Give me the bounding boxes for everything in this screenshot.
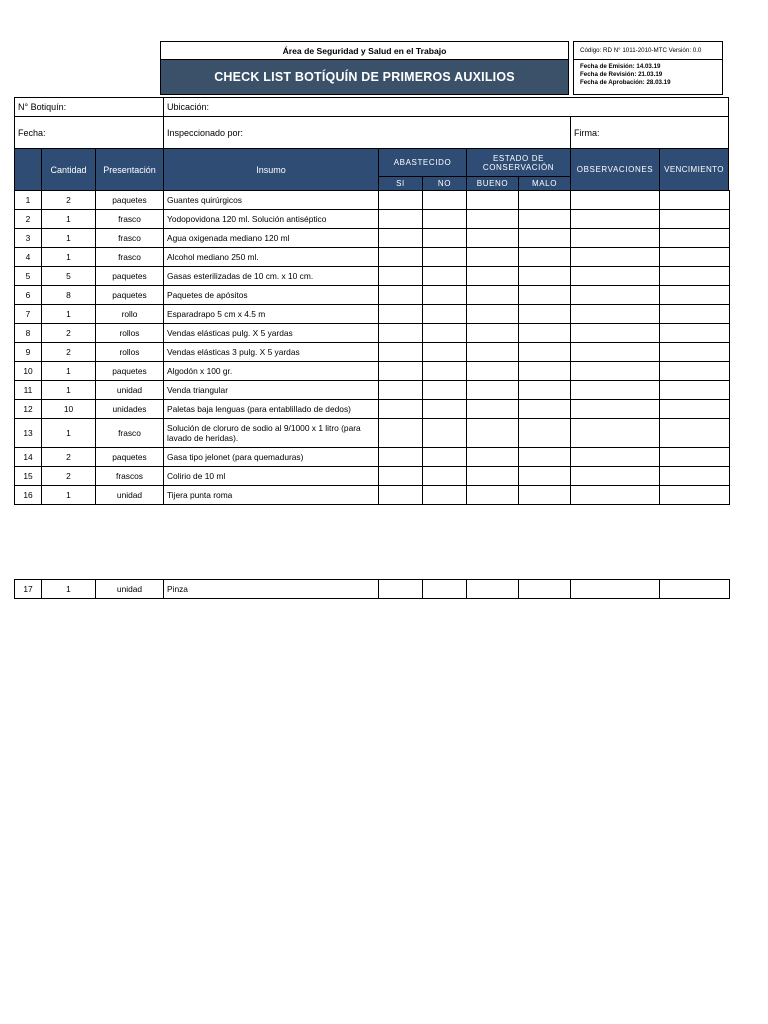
col-abastecido-label: ABASTECIDO [393,158,452,167]
col-insumo-header [163,148,379,191]
row-no-cell[interactable] [423,343,467,362]
row-malo-cell[interactable] [519,248,571,267]
row-number: 9 [15,343,42,362]
table-row [15,267,730,286]
row-cantidad: 2 [42,324,96,343]
row-insumo: Pinza [164,580,379,599]
row-insumo: Alcohol mediano 250 ml. [164,248,379,267]
row-si-cell[interactable] [379,343,423,362]
ubicacion-field[interactable] [163,97,729,117]
row-presentacion: paquetes [96,267,164,286]
row-vencimiento-cell[interactable] [660,191,730,210]
row-no-cell[interactable] [423,267,467,286]
row-cantidad: 1 [42,305,96,324]
row-malo-cell[interactable] [519,343,571,362]
row-observaciones-cell[interactable] [571,381,660,400]
row-vencimiento-cell[interactable] [660,286,730,305]
row-presentacion: frasco [96,210,164,229]
row-cantidad: 1 [42,210,96,229]
row-no-cell[interactable] [423,324,467,343]
row-no-cell[interactable] [423,400,467,419]
table-row [15,210,730,229]
row-si-cell[interactable] [379,324,423,343]
row-cantidad: 1 [42,419,96,448]
row-insumo: Solución de cloruro de sodio al 9/1000 x 1 litro (para lavado de heridas). [164,419,379,448]
row-insumo: Gasas esterilizadas de 10 cm. x 10 cm. [164,267,379,286]
col-malo-label: MALO [531,179,558,188]
row-no-cell[interactable] [423,248,467,267]
row-observaciones-cell[interactable] [571,210,660,229]
row-cantidad: 2 [42,343,96,362]
row-insumo: Yodopovidona 120 ml. Solución antiséptico [164,210,379,229]
row-si-cell[interactable] [379,229,423,248]
row-insumo: Gasa tipo jelonet (para quemaduras) [164,448,379,467]
row-bueno-cell[interactable] [467,400,519,419]
fecha-emision: Fecha de Emisión: 14.03.19 [580,63,661,70]
row-cantidad: 1 [42,248,96,267]
row-vencimiento-cell[interactable] [660,229,730,248]
table-row [15,381,730,400]
row-bueno-cell[interactable] [467,286,519,305]
row-presentacion: unidad [96,580,164,599]
row-malo-cell[interactable] [519,191,571,210]
row-vencimiento-cell[interactable] [660,324,730,343]
row-number: 6 [15,286,42,305]
row-vencimiento-cell[interactable] [660,448,730,467]
row-bueno-cell[interactable] [467,248,519,267]
row-vencimiento-cell[interactable] [660,400,730,419]
botiquin-label: N° Botiquín: [18,102,67,112]
row-si-cell[interactable] [379,191,423,210]
col-bueno-label: BUENO [476,179,509,188]
page-title [160,59,569,95]
row-cantidad: 1 [42,486,96,505]
document-code-text: Código: RD N° 1011-2010-MTC Versión: 0.0 [580,47,702,54]
row-observaciones-cell[interactable] [571,343,660,362]
row-bueno-cell[interactable] [467,362,519,381]
row-malo-cell[interactable] [519,210,571,229]
row-number: 5 [15,267,42,286]
row-presentacion: paquetes [96,448,164,467]
ubicacion-label: Ubicación: [167,102,210,112]
row-number: 7 [15,305,42,324]
fecha-field[interactable] [14,116,164,149]
row-bueno-cell[interactable] [467,448,519,467]
row-presentacion: frasco [96,248,164,267]
row-malo-cell[interactable] [519,324,571,343]
row-number: 2 [15,210,42,229]
row-number: 15 [15,467,42,486]
row-si-cell[interactable] [379,400,423,419]
row-no-cell[interactable] [423,419,467,448]
row-no-cell[interactable] [423,448,467,467]
row-malo-cell[interactable] [519,381,571,400]
row-no-cell[interactable] [423,191,467,210]
row-bueno-cell[interactable] [467,324,519,343]
row-vencimiento-cell[interactable] [660,419,730,448]
items-table [14,190,730,505]
table-row [15,467,730,486]
row-presentacion: rollo [96,305,164,324]
row-no-cell[interactable] [423,362,467,381]
row-presentacion: unidad [96,381,164,400]
row-insumo: Paquetes de apósitos [164,286,379,305]
row-insumo: Esparadrapo 5 cm x 4.5 m [164,305,379,324]
row-presentacion: paquetes [96,286,164,305]
row-observaciones-cell[interactable] [571,305,660,324]
row-observaciones-cell[interactable] [571,191,660,210]
row-number: 14 [15,448,42,467]
row-malo-cell[interactable] [519,486,571,505]
row-cantidad: 2 [42,467,96,486]
row-presentacion: rollos [96,324,164,343]
col-bueno-header [466,176,519,191]
row-no-cell[interactable] [423,286,467,305]
col-no-label: NO [437,179,452,188]
col-observaciones-header [570,148,660,191]
row-malo-cell[interactable] [519,286,571,305]
row-si-cell[interactable] [379,267,423,286]
firma-label: Firma: [574,127,600,138]
row-insumo: Paletas baja lenguas (para entablillado de dedos) [164,400,379,419]
row-insumo: Algodón x 100 gr. [164,362,379,381]
row-presentacion: rollos [96,343,164,362]
col-presentacion-label: Presentación [103,164,156,175]
firma-field[interactable] [570,116,729,149]
row-observaciones-cell[interactable] [571,580,660,599]
row-observaciones-cell[interactable] [571,286,660,305]
table-row [15,419,730,448]
row-number: 8 [15,324,42,343]
row-si-cell[interactable] [379,305,423,324]
row-bueno-cell[interactable] [467,381,519,400]
row-malo-cell[interactable] [519,362,571,381]
row-malo-cell[interactable] [519,305,571,324]
row-insumo: Venda triangular [164,381,379,400]
document-dates [573,59,723,95]
row-vencimiento-cell[interactable] [660,210,730,229]
col-abastecido-header [378,148,467,177]
row-si-cell[interactable] [379,486,423,505]
row-malo-cell[interactable] [519,400,571,419]
row-cantidad: 1 [42,580,96,599]
row-number: 4 [15,248,42,267]
row-insumo: Tijera punta roma [164,486,379,505]
page-title-text: CHECK LIST BOTÍQUÍN DE PRIMEROS AUXILIOS [214,70,515,84]
row-bueno-cell[interactable] [467,267,519,286]
row-si-cell[interactable] [379,381,423,400]
row-observaciones-cell[interactable] [571,267,660,286]
row-presentacion: frasco [96,419,164,448]
row-insumo: Guantes quirúrgicos [164,191,379,210]
row-insumo: Agua oxigenada mediano 120 ml [164,229,379,248]
row-observaciones-cell[interactable] [571,400,660,419]
row-malo-cell[interactable] [519,580,571,599]
row-insumo: Vendas elásticas pulg. X 5 yardas [164,324,379,343]
row-si-cell[interactable] [379,580,423,599]
row-vencimiento-cell[interactable] [660,467,730,486]
col-estado-header [466,148,571,177]
row-vencimiento-cell[interactable] [660,362,730,381]
row-presentacion: paquetes [96,362,164,381]
fecha-revision: Fecha de Revisión: 21.03.19 [580,71,663,78]
row-si-cell[interactable] [379,419,423,448]
row-cantidad: 5 [42,267,96,286]
inspeccionado-label: Inspeccionado por: [167,127,244,138]
row-observaciones-cell[interactable] [571,486,660,505]
row-observaciones-cell[interactable] [571,324,660,343]
row-presentacion: unidades [96,400,164,419]
row-observaciones-cell[interactable] [571,248,660,267]
row-cantidad: 8 [42,286,96,305]
table-row [15,305,730,324]
row-no-cell[interactable] [423,486,467,505]
row-insumo: Colirio de 10 ml [164,467,379,486]
col-cantidad-label: Cantidad [50,164,87,175]
row-bueno-cell[interactable] [467,580,519,599]
fecha-label: Fecha: [18,127,46,138]
row-number: 13 [15,419,42,448]
row-number: 12 [15,400,42,419]
fecha-aprobacion: Fecha de Aprobación: 28.03.19 [580,79,671,86]
row-presentacion: frasco [96,229,164,248]
row-bueno-cell[interactable] [467,229,519,248]
row-number: 10 [15,362,42,381]
row-malo-cell[interactable] [519,448,571,467]
row-vencimiento-cell[interactable] [660,305,730,324]
row-observaciones-cell[interactable] [571,448,660,467]
table-row [15,362,730,381]
col-si-label: SI [396,179,405,188]
row-no-cell[interactable] [423,210,467,229]
row-no-cell[interactable] [423,229,467,248]
row-malo-cell[interactable] [519,419,571,448]
row-observaciones-cell[interactable] [571,467,660,486]
row-vencimiento-cell[interactable] [660,267,730,286]
row-no-cell[interactable] [423,305,467,324]
row-si-cell[interactable] [379,362,423,381]
table-row [15,486,730,505]
row-number: 11 [15,381,42,400]
row-cantidad: 1 [42,381,96,400]
row-presentacion: paquetes [96,191,164,210]
row-si-cell[interactable] [379,210,423,229]
table-row [15,400,730,419]
row-bueno-cell[interactable] [467,305,519,324]
row-malo-cell[interactable] [519,267,571,286]
table-row [15,580,730,599]
area-title-text: Área de Seguridad y Salud en el Trabajo [282,45,447,56]
botiquin-field[interactable] [14,97,164,117]
row-bueno-cell[interactable] [467,419,519,448]
row-bueno-cell[interactable] [467,486,519,505]
extra-items-table [14,579,730,599]
col-observaciones-label: OBSERVACIONES [576,165,654,174]
row-cantidad: 1 [42,229,96,248]
row-no-cell[interactable] [423,467,467,486]
row-cantidad: 2 [42,191,96,210]
row-cantidad: 1 [42,362,96,381]
row-insumo: Vendas elásticas 3 pulg. X 5 yardas [164,343,379,362]
row-presentacion: unidad [96,486,164,505]
row-vencimiento-cell[interactable] [660,486,730,505]
row-vencimiento-cell[interactable] [660,580,730,599]
col-si-header [378,176,423,191]
col-insumo-label: Insumo [256,164,286,175]
row-si-cell[interactable] [379,248,423,267]
row-observaciones-cell[interactable] [571,229,660,248]
row-si-cell[interactable] [379,448,423,467]
row-bueno-cell[interactable] [467,191,519,210]
row-bueno-cell[interactable] [467,467,519,486]
table-row [15,448,730,467]
table-row [15,286,730,305]
table-row [15,324,730,343]
row-no-cell[interactable] [423,580,467,599]
row-bueno-cell[interactable] [467,343,519,362]
row-si-cell[interactable] [379,286,423,305]
row-si-cell[interactable] [379,467,423,486]
table-row [15,191,730,210]
table-row [15,343,730,362]
row-number: 1 [15,191,42,210]
row-bueno-cell[interactable] [467,210,519,229]
col-vencimiento-label: VENCIMIENTO [664,165,724,174]
col-no-header [422,176,467,191]
row-cantidad: 2 [42,448,96,467]
row-vencimiento-cell[interactable] [660,381,730,400]
row-observaciones-cell[interactable] [571,419,660,448]
col-presentacion-header [95,148,164,191]
row-vencimiento-cell[interactable] [660,248,730,267]
table-row [15,229,730,248]
table-row [15,248,730,267]
row-cantidad: 10 [42,400,96,419]
row-number: 17 [15,580,42,599]
row-malo-cell[interactable] [519,467,571,486]
col-malo-header [518,176,571,191]
row-observaciones-cell[interactable] [571,362,660,381]
col-number-header [14,148,42,191]
row-number: 3 [15,229,42,248]
col-cantidad-header [41,148,96,191]
row-vencimiento-cell[interactable] [660,343,730,362]
document-code [573,41,723,60]
inspeccionado-field[interactable] [163,116,571,149]
row-no-cell[interactable] [423,381,467,400]
row-presentacion: frascos [96,467,164,486]
row-malo-cell[interactable] [519,229,571,248]
row-number: 16 [15,486,42,505]
col-estado-label: ESTADO DE CONSERVACIÓN [482,153,555,172]
area-title [160,41,569,60]
col-vencimiento-header [659,148,729,191]
